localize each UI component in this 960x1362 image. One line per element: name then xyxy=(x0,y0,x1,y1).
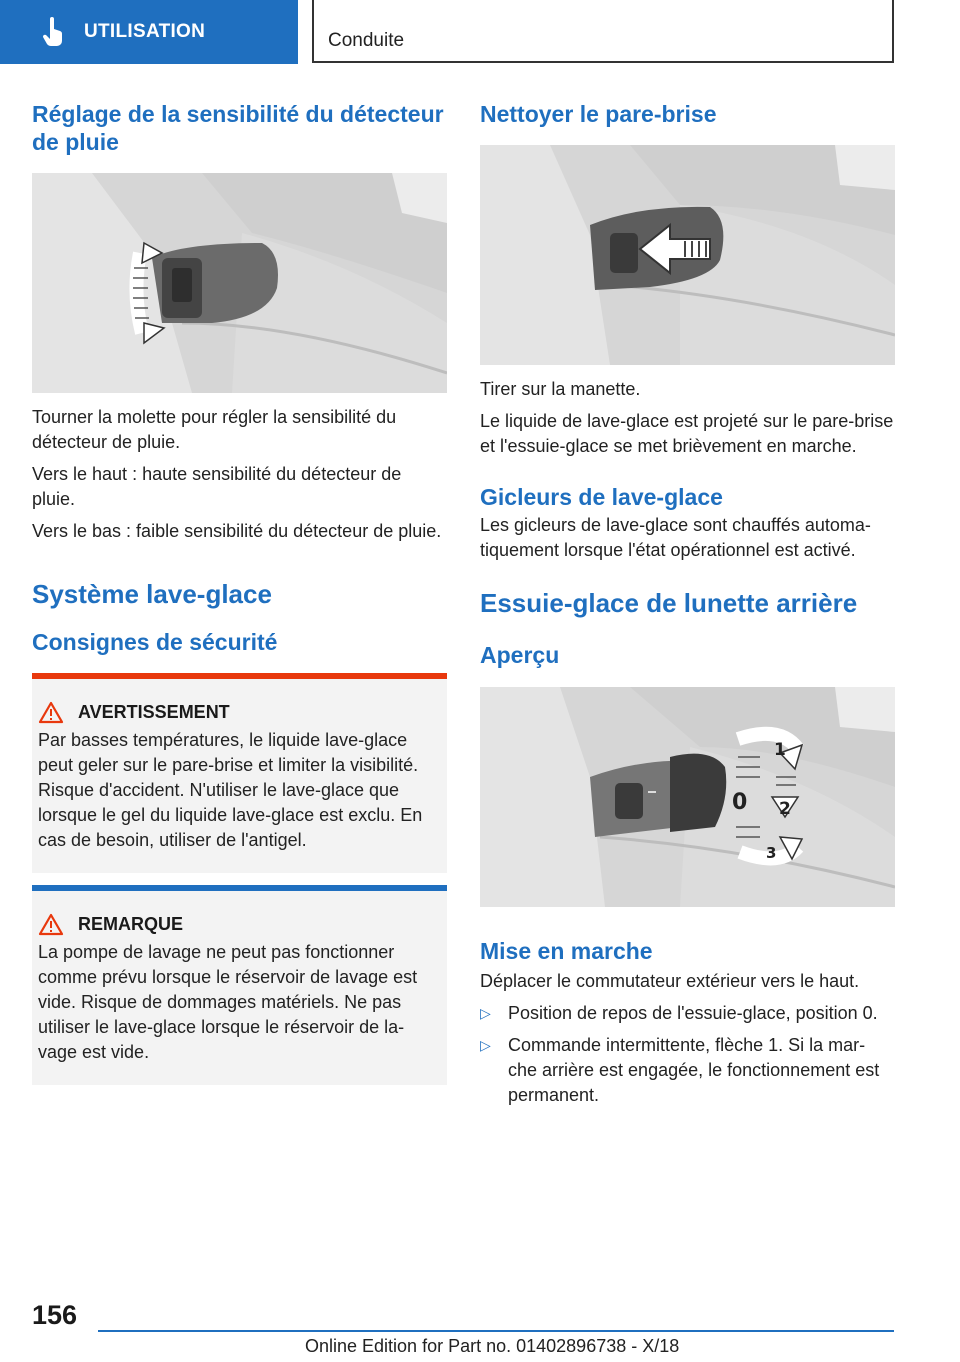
heading-clean-windshield: Nettoyer le pare-brise xyxy=(480,101,717,127)
footer-edition: Online Edition for Part no. 01402896738 - X/18 xyxy=(305,1336,680,1356)
warning-text: Par basses températures, le liquide lave-glace peut geler sur le pare-brise et limiter la visibilité. Risque d'accident. N'utiliser le lave-glace que lorsque le gel du liquide lave-glace est exclu. En cas de besoin, utiliser de l'antigel. xyxy=(38,730,423,850)
warning-triangle-icon xyxy=(38,701,64,724)
section-tab xyxy=(0,0,298,64)
page-number: 156 xyxy=(32,1300,78,1330)
wiper-stalk-pull-image xyxy=(480,145,895,365)
clean-paragraph-1: Tirer sur la manette. xyxy=(480,379,641,399)
hand-icon xyxy=(42,17,64,47)
list-item xyxy=(480,1033,895,1108)
notice-box xyxy=(32,885,447,1085)
list-item-text: Commande intermittente, flèche 1. Si la mar-che arrière est engagée, le fonctionnement est permanent. xyxy=(508,1035,880,1105)
section-label: UTILISATION xyxy=(84,21,206,42)
switch-label-0: 0 xyxy=(732,790,748,815)
footer-rule xyxy=(98,1330,894,1332)
notice-title: REMARQUE xyxy=(78,914,184,934)
heading-overview: Aperçu xyxy=(480,642,560,668)
rain-paragraph-1: Tourner la molette pour régler la sensibilité du détecteur de pluie. xyxy=(32,407,397,452)
right-column xyxy=(480,100,895,1108)
warning-title: AVERTISSEMENT xyxy=(78,702,230,722)
heading-rain-sensor: Réglage de la sensibilité du détecteur de pluie xyxy=(32,101,444,155)
heading-safety: Consignes de sécurité xyxy=(32,629,278,655)
list-item-text: Position de repos de l'essuie-glace, position 0. xyxy=(508,1003,878,1023)
list-item xyxy=(480,1001,895,1026)
rain-paragraph-2: Vers le haut : haute sensibilité du détecteur de pluie. xyxy=(32,464,402,509)
heading-nozzles: Gicleurs de lave-glace xyxy=(480,484,723,510)
switch-label-3: 3 xyxy=(766,844,777,862)
triangle-bullet-icon: ▷ xyxy=(480,1037,491,1053)
rain-sensor-dial-image xyxy=(32,173,447,393)
switch-label-2: 2 xyxy=(779,799,791,819)
left-column xyxy=(32,100,447,1085)
chapter-box xyxy=(312,0,894,63)
heading-switch-on: Mise en marche xyxy=(480,938,653,964)
notice-triangle-icon xyxy=(38,913,64,936)
clean-paragraph-2: Le liquide de lave-glace est projeté sur le pare-brise et l'essuie-glace se met brièvement en marche. xyxy=(480,411,894,456)
switch-on-paragraph: Déplacer le commutateur extérieur vers le haut. xyxy=(480,971,860,991)
triangle-bullet-icon: ▷ xyxy=(480,1005,491,1021)
nozzles-paragraph: Les gicleurs de lave-glace sont chauffés automa-tiquement lorsque l'état opérationnel est activé. xyxy=(480,515,871,560)
switch-label-1: 1 xyxy=(774,740,786,760)
notice-text: La pompe de lavage ne peut pas fonctionner comme prévu lorsque le réservoir de lavage est vide. Risque de dommages matériels. Ne pas utiliser le lave-glace lorsque le réservoir de la-vage est vide. xyxy=(38,942,418,1062)
rain-paragraph-3: Vers le bas : faible sensibilité du détecteur de pluie. xyxy=(32,521,442,541)
rear-wiper-switch-image xyxy=(480,687,895,907)
chapter-label: Conduite xyxy=(328,30,405,51)
heading-rear-wiper: Essuie-glace de lunette arrière xyxy=(480,588,858,618)
warning-box xyxy=(32,673,447,873)
heading-washer-system: Système lave-glace xyxy=(32,579,272,609)
